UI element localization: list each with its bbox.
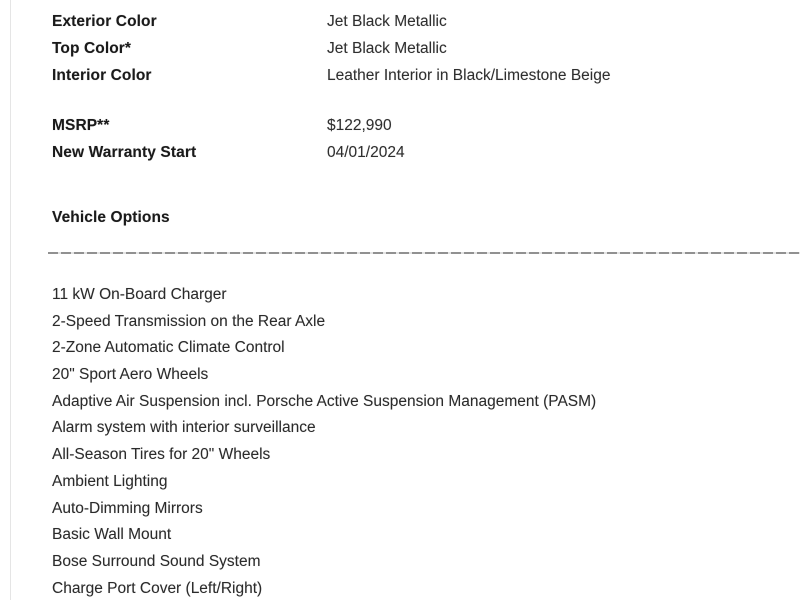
vehicle-option-item: 2-Zone Automatic Climate Control xyxy=(52,339,285,357)
spec-row-warranty-start xyxy=(52,139,405,166)
vehicle-option-item: 2-Speed Transmission on the Rear Axle xyxy=(52,312,326,330)
vehicle-option-item: All-Season Tires for 20" Wheels xyxy=(52,446,271,464)
vehicle-option-item: Bose Surround Sound System xyxy=(52,552,261,570)
vehicle-options-list xyxy=(52,282,596,602)
vehicle-option-item: Charge Port Cover (Left/Right) xyxy=(52,579,263,597)
msrp-label: MSRP** xyxy=(52,116,110,134)
top-color-label: Top Color* xyxy=(52,39,132,57)
interior-color-value: Leather Interior in Black/Limestone Beige xyxy=(327,66,611,84)
spec-row-top-color xyxy=(52,35,610,62)
vehicle-option-item: Basic Wall Mount xyxy=(52,526,172,544)
scan-edge-line xyxy=(10,0,11,600)
spec-row-exterior-color xyxy=(52,8,610,35)
vehicle-option-item: Alarm system with interior surveillance xyxy=(52,419,316,437)
vehicle-options-heading: Vehicle Options xyxy=(52,209,170,226)
vehicle-option-item: 11 kW On-Board Charger xyxy=(52,286,227,303)
spec-row-msrp xyxy=(52,112,405,139)
exterior-color-value: Jet Black Metallic xyxy=(327,12,447,30)
spec-row-interior-color xyxy=(52,62,610,89)
vehicle-option-item: 20" Sport Aero Wheels xyxy=(52,366,209,384)
vehicle-option-item: Adaptive Air Suspension incl. Porsche Active Suspension Management (PASM) xyxy=(52,392,597,410)
top-color-value: Jet Black Metallic xyxy=(327,39,447,57)
msrp-value: $122,990 xyxy=(327,116,392,134)
dashed-divider xyxy=(48,252,800,254)
price-spec-group xyxy=(52,112,405,166)
warranty-start-label: New Warranty Start xyxy=(52,143,197,161)
vehicle-option-item: Ambient Lighting xyxy=(52,472,168,490)
vehicle-option-item: Auto-Dimming Mirrors xyxy=(52,499,203,517)
color-spec-group xyxy=(52,8,610,89)
exterior-color-label: Exterior Color xyxy=(52,12,157,30)
interior-color-label: Interior Color xyxy=(52,66,152,84)
warranty-start-value: 04/01/2024 xyxy=(327,143,405,161)
